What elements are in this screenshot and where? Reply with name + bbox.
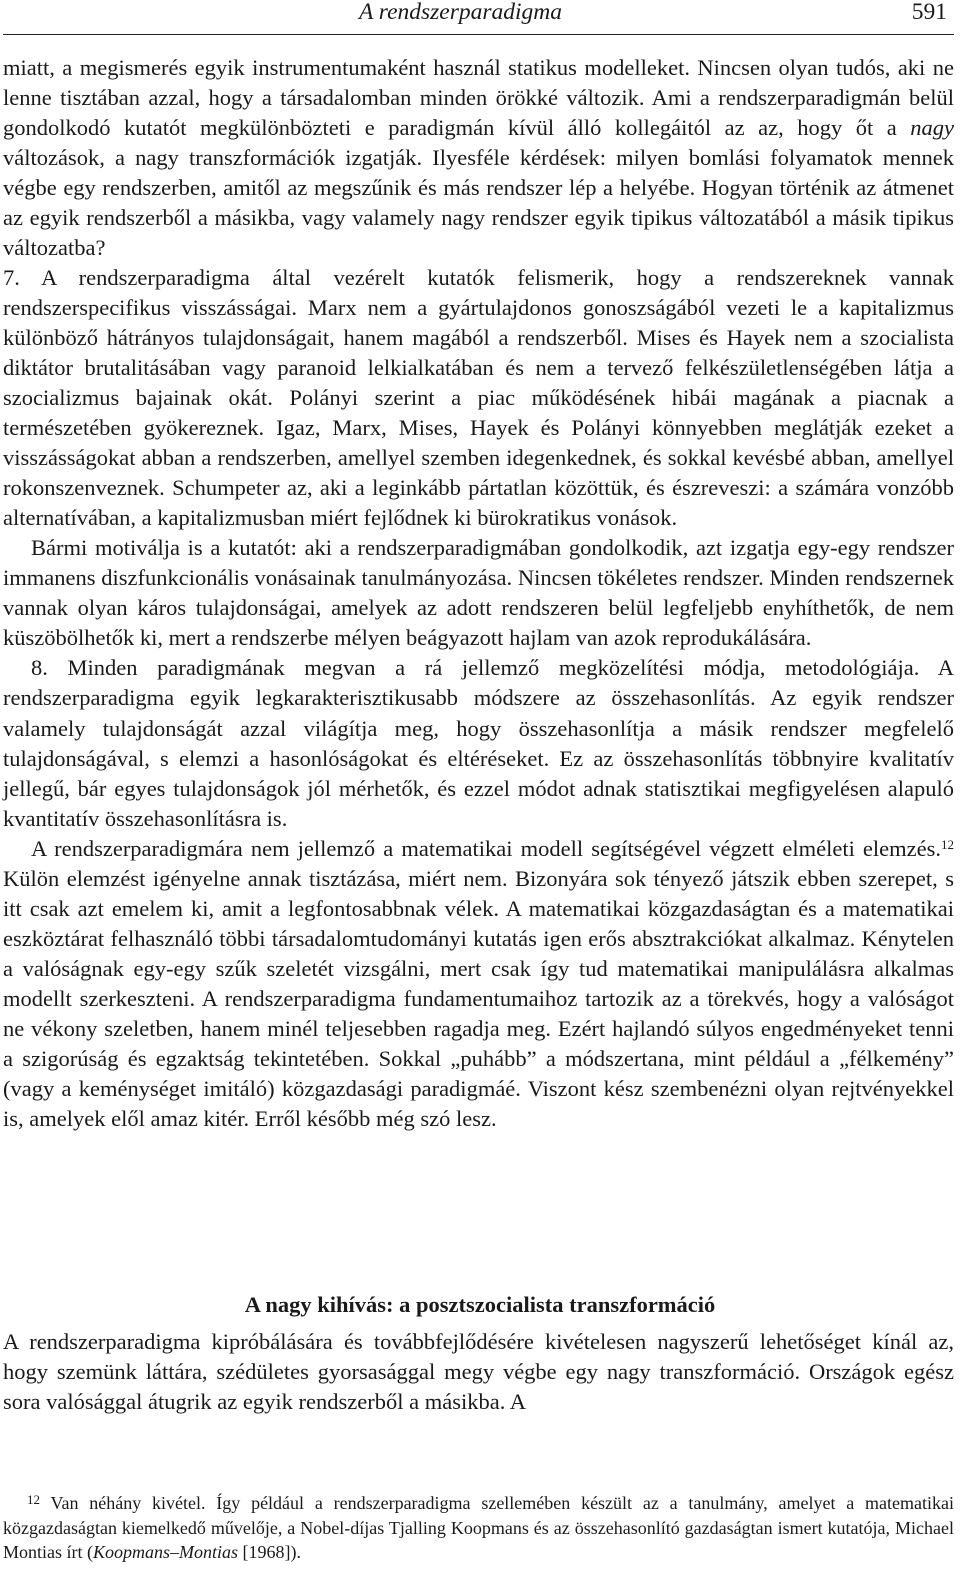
paragraph-5-text-a: A rendszerparadigmára nem jellemző a matematikai modell segítségével végzett elméleti elemzés. xyxy=(31,835,941,861)
footnote-number: 12 xyxy=(27,1492,40,1507)
running-header xyxy=(3,0,954,35)
main-text xyxy=(3,53,954,1135)
section-text xyxy=(3,1327,954,1417)
footnote-12 xyxy=(3,1491,954,1565)
emphasis-nagy: nagy xyxy=(910,114,954,140)
paragraph-1 xyxy=(3,53,954,263)
page-number: 591 xyxy=(911,0,947,25)
section-heading: A nagy kihívás: a posztszocialista transzformáció xyxy=(244,1292,716,1317)
paragraph-5 xyxy=(3,834,954,1134)
footnote-text-b: [1968]). xyxy=(238,1542,301,1562)
paragraph-5-text-b: Külön elemzést igényelne annak tisztázása, miért nem. Bizonyára sok tényező játszik ebben szerepet, s itt csak azt emelem ki, amit a legfontosabbnak vélek. A matematikai közgazdaságtan és a matematikai eszköztárat felhasználó többi társadalomtudományi kutatás igen erős absztrakciókat alkalmaz. Kénytelen a valóságnak egy-egy szűk szeletét vizsgálni, mert csak így tud matematikai manipulálásra alkalmas modellt szerkeszteni. A rendszerparadigma fundamentumaihoz tartozik az a törekvés, hogy a valóságot ne vékony szeletben, hanem minél teljesebben ragadja meg. Ezért hajlandó súlyos engedményeket tenni a szigorúság és egzaktság tekintetében. Sokkal „puhább” a módszertana, mint például a „félkemény” (vagy a keménységet imitáló) közgazdasági paradigmáé. Viszont kész szembenézni olyan rejtvényekkel is, amelyek elől amaz kitér. Erről később még szó lesz. xyxy=(3,865,954,1132)
paragraph-1-text-a: miatt, a megismerés egyik instrumentumaként használ statikus modelleket. Nincsen olyan tudós, aki ne lenne tisztában azzal, hogy a társadalomban minden örökké változik. Ami a rendszerparadigmán belül gondolkodó kutatót megkülönbözteti e paradigmán kívül álló kollegáitól az az, hogy őt a xyxy=(3,54,954,140)
running-title: A rendszerparadigma xyxy=(359,0,563,25)
paragraph-4: 8. Minden paradigmának megvan a rá jellemző megközelítési módja, metodológiája. A rendszerparadigma egyik legkarakterisztikusabb módszere az összehasonlítás. Az egyik rendszer valamely tulajdonságát azzal világítja meg, hogy összehasonlítja a másik rendszer megfelelő tulajdonságával, s elemzi a hasonlóságokat és eltéréseket. Ez az összehasonlítás többnyire kvalitatív jellegű, bár egyes tulajdonságok jól mérhetők, és ezzel módot adnak statisztikai megfigyelésen alapuló kvantitatív összehasonlításra is. xyxy=(3,655,954,831)
section-paragraph-1: A rendszerparadigma kipróbálására és továbbfejlődésére kivételesen nagyszerű lehetőséget kínál az, hogy szemünk láttára, szédületes gyorsasággal megy végbe egy nagy transzformáció. Országok egész sora valósággal átugrik az egyik rendszerből a másikba. A xyxy=(3,1328,954,1414)
paragraph-1-text-b: változások, a nagy transzformációk izgatják. Ilyesféle kérdések: milyen bomlási folyamatok mennek végbe egy rendszerben, amitől az megszűnik és más rendszer lép a helyébe. Hogyan történik az átmenet az egyik rendszerből a másikba, vagy valamely nagy rendszer egyik tipikus változatából a másik tipikus változatba? xyxy=(3,144,954,260)
footnote xyxy=(3,1491,954,1565)
footnote-reference[interactable]: 12 xyxy=(941,836,954,852)
footnote-text-a: Van néhány kivétel. Így például a rendszerparadigma szellemében készült az a tanulmány, amelyet a matematikai közgazdaságtan kiemelkedő művelője, a Nobel-díjas Tjalling Koopmans és az összehasonlító gazdaságtan ismert kutatója, Michael Montias írt ( xyxy=(3,1493,954,1562)
paragraph-2: 7. A rendszerparadigma által vezérelt kutatók felismerik, hogy a rendszereknek vannak rendszerspecifikus visszásságai. Marx nem a gyártulajdonos gonoszságából vezeti le a kapitalizmus különböző hátrányos tulajdonságait, hanem magából a rendszerből. Mises és Hayek nem a szocialista diktátor brutalitásában vagy paranoid lelkialkatában és nem a tervező felkészületlenségében látja a szocializmus bajainak okát. Polányi szerint a piac működésének hibái magának a piacnak a természetében gyökereznek. Igaz, Marx, Mises, Hayek és Polányi könnyebben meglátják ezeket a visszásságokat abban a rendszerben, amellyel szemben idegenkednek, és sokkal kevésbé abban, amellyel rokonszenveznek. Schumpeter az, aki a leginkább pártatlan közöttük, és észreveszi: a számára vonzóbb alternatívában, a kapitalizmusban miért fejlődnek ki bürokratikus vonások. xyxy=(3,264,954,531)
footnote-citation: Koopmans–Montias xyxy=(93,1542,239,1562)
paragraph-3: Bármi motiválja is a kutatót: aki a rendszerparadigmában gondolkodik, azt izgatja egy-egy rendszer immanens diszfunkcionális vonásainak tanulmányozása. Nincsen tökéletes rendszer. Minden rendszernek vannak olyan káros tulajdonságai, amelyek az adott rendszeren belül legfeljebb enyhíthetők, de nem küszöbölhetők ki, mert a rendszerbe mélyen beágyazott hajlam van azok reprodukálására. xyxy=(3,535,954,651)
